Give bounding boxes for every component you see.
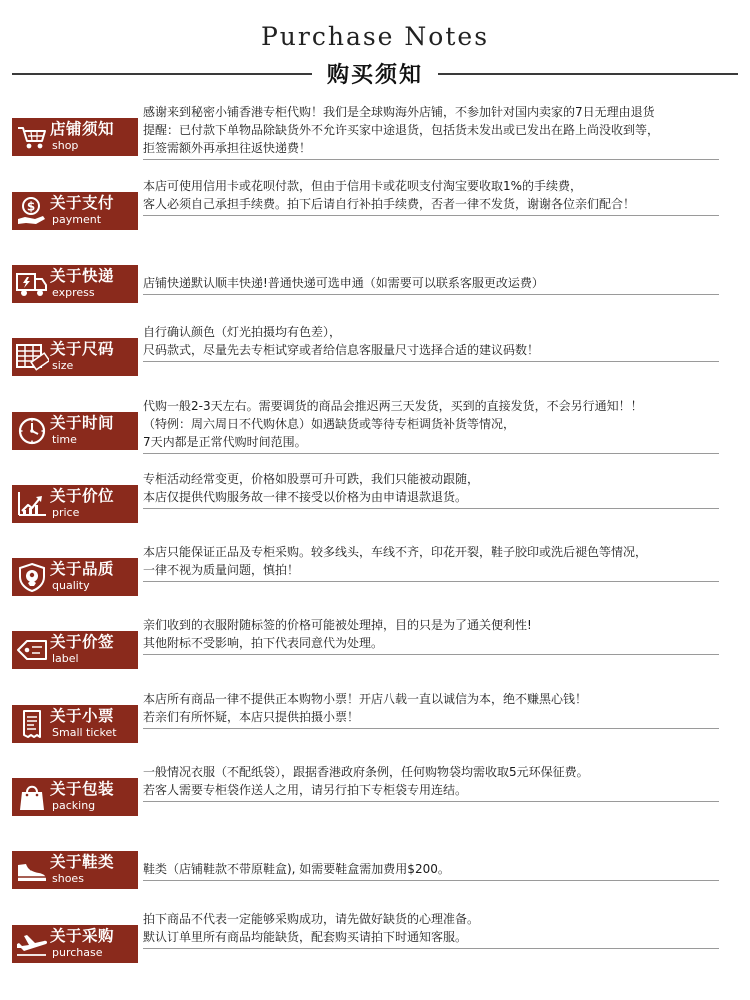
section-label-en: price — [52, 506, 80, 519]
section-text-line: 其他附标不受影响，拍下代表同意代为处理。 — [143, 636, 384, 650]
section-text-line: 客人必须自己承担手续费。拍下后请自行补拍手续费，否者一律不发货，谢谢各位亲们配合！ — [143, 197, 636, 211]
shoe-icon — [15, 854, 49, 886]
section-text-line: 本店只能保证正品及专柜采购。较多线头，车线不齐，印花开裂，鞋子胶印或洗后褪色等情况， — [143, 545, 648, 559]
section-divider — [143, 159, 719, 160]
section-badge — [12, 631, 138, 669]
section-label-cn: 店铺须知 — [50, 120, 115, 138]
section-divider — [143, 801, 719, 802]
section-text — [143, 397, 743, 451]
clock-icon — [15, 415, 49, 447]
page-header — [0, 0, 750, 100]
note-section — [0, 100, 750, 160]
header-divider-right — [438, 73, 738, 75]
section-label-cn: 关于品质 — [50, 560, 115, 578]
receipt-icon — [15, 708, 49, 740]
section-label-en: quality — [52, 579, 90, 592]
dollar-hand-icon — [15, 195, 49, 227]
section-text-line: 本店仅提供代购服务故一律不接受以价格为由申请退款退货。 — [143, 490, 468, 504]
note-section — [0, 540, 750, 600]
section-text-line: 感谢来到秘密小铺香港专柜代购！我们是全球购海外店铺，不参加针对国内卖家的7日无理由退货 — [143, 105, 655, 119]
section-text — [143, 177, 743, 213]
section-badge — [12, 705, 138, 743]
section-divider — [143, 728, 719, 729]
section-divider — [143, 453, 719, 454]
section-text-line: 拍下商品不代表一定能够采购成功，请先做好缺货的心理准备。 — [143, 912, 480, 926]
section-text — [143, 616, 743, 652]
section-label-en: express — [52, 286, 95, 299]
note-section — [0, 467, 750, 527]
note-section — [0, 833, 750, 893]
section-badge — [12, 558, 138, 596]
section-badge — [12, 338, 138, 376]
section-label-cn: 关于鞋类 — [50, 853, 115, 871]
section-text — [143, 470, 743, 506]
section-text-line: 鞋类（店铺鞋款不带原鞋盒), 如需要鞋盒需加费用$200。 — [143, 862, 450, 876]
section-badge — [12, 925, 138, 963]
note-section — [0, 687, 750, 747]
section-text-line: 本店所有商品一律不提供正本购物小票！开店八载一直以诚信为本，绝不赚黑心钱！ — [143, 692, 588, 706]
shopping-cart-icon — [15, 121, 49, 153]
section-badge — [12, 778, 138, 816]
section-label-en: shoes — [52, 872, 84, 885]
section-text-line: 拒签需额外再承担往返快递费！ — [143, 141, 312, 155]
section-label-en: time — [52, 433, 77, 446]
section-text — [143, 323, 743, 359]
section-text-line: 若亲们有所怀疑，本店只提供拍摄小票！ — [143, 710, 360, 724]
note-section — [0, 760, 750, 820]
section-label-en: purchase — [52, 946, 103, 959]
section-badge — [12, 485, 138, 523]
section-badge — [12, 192, 138, 230]
section-label-cn: 关于时间 — [50, 414, 115, 432]
section-text-line: 提醒：已付款下单物品除缺货外不允许买家中途退货，包括货未发出或已发出在路上尚没收到等， — [143, 123, 660, 137]
section-label-en: Small ticket — [52, 726, 117, 739]
section-divider — [143, 361, 719, 362]
section-label-en: packing — [52, 799, 96, 812]
note-section — [0, 394, 750, 454]
page-title-cn: 购买须知 — [326, 63, 423, 88]
note-section — [0, 320, 750, 380]
section-divider — [143, 654, 719, 655]
section-label-cn: 关于包装 — [50, 780, 115, 798]
section-divider — [143, 581, 719, 582]
section-text — [143, 690, 743, 726]
section-badge — [12, 851, 138, 889]
section-label-cn: 关于快递 — [50, 267, 115, 285]
section-text — [143, 543, 743, 579]
section-badge — [12, 412, 138, 450]
note-section — [0, 247, 750, 307]
section-text — [143, 910, 743, 946]
page-title-en: Purchase Notes — [260, 22, 490, 51]
section-label-en: label — [52, 652, 79, 665]
section-divider — [143, 880, 719, 881]
section-label-cn: 关于支付 — [50, 194, 115, 212]
section-text-line: 若客人需要专柜袋作送人之用，请另行拍下专柜袋专用连结。 — [143, 783, 468, 797]
quality-shield-icon — [15, 561, 49, 593]
section-divider — [143, 215, 719, 216]
section-divider — [143, 948, 719, 949]
section-label-cn: 关于小票 — [50, 707, 115, 725]
note-section — [0, 613, 750, 673]
section-text-line: 自行确认颜色（灯光拍摄均有色差）， — [143, 325, 342, 339]
section-text — [143, 860, 743, 878]
price-tag-icon — [15, 634, 49, 666]
section-label-cn: 关于价位 — [50, 487, 115, 505]
section-text-line: 店铺快递默认顺丰快递!普通快递可选申通（如需要可以联系客服更改运费） — [143, 276, 544, 290]
section-text-line: 一般情况衣服（不配纸袋），跟据香港政府条例，任何购物袋均需收取5元环保征费。 — [143, 765, 589, 779]
section-label-cn: 关于价签 — [50, 633, 115, 651]
section-text-line: 专柜活动经常变更，价格如股票可升可跌，我们只能被动跟随， — [143, 472, 480, 486]
note-section — [0, 907, 750, 967]
section-badge — [12, 265, 138, 303]
rising-chart-icon — [15, 488, 49, 520]
section-label-cn: 关于采购 — [50, 927, 115, 945]
section-text-line: （特例：周六周日不代购休息）如遇缺货或等待专柜调货补货等情况， — [143, 417, 516, 431]
section-label-en: payment — [52, 213, 102, 226]
section-label-en: shop — [52, 139, 79, 152]
section-text — [143, 763, 743, 799]
airplane-icon — [15, 928, 49, 960]
section-text-line: 7天内都是正常代购时间范围。 — [143, 435, 307, 449]
note-section — [0, 174, 750, 234]
shopping-bag-icon — [15, 781, 49, 813]
section-text-line: 本店可使用信用卡或花呗付款，但由于信用卡或花呗支付淘宝要收取1%的手续费， — [143, 179, 583, 193]
section-text-line: 尺码款式，尽量先去专柜试穿或者给信息客服量尺寸选择合适的建议码数！ — [143, 343, 540, 357]
delivery-truck-icon — [15, 268, 49, 300]
section-label-en: size — [52, 359, 74, 372]
size-chart-icon — [15, 341, 49, 373]
section-text-line: 一律不视为质量问题，慎拍！ — [143, 563, 300, 577]
section-divider — [143, 294, 719, 295]
svg-text:$: $ — [26, 199, 36, 214]
section-text — [143, 274, 743, 292]
section-text-line: 代购一般2-3天左右。需要调货的商品会推迟两三天发货，买到的直接发货，不会另行通知！！ — [143, 399, 643, 413]
section-label-cn: 关于尺码 — [50, 340, 115, 358]
section-text-line: 亲们收到的衣服附随标签的价格可能被处理掉，目的只是为了通关便利性! — [143, 618, 532, 632]
section-divider — [143, 508, 719, 509]
section-text — [143, 103, 743, 157]
header-divider-left — [12, 73, 312, 75]
section-badge — [12, 118, 138, 156]
section-text-line: 默认订单里所有商品均能缺货，配套购买请拍下时通知客服。 — [143, 930, 468, 944]
